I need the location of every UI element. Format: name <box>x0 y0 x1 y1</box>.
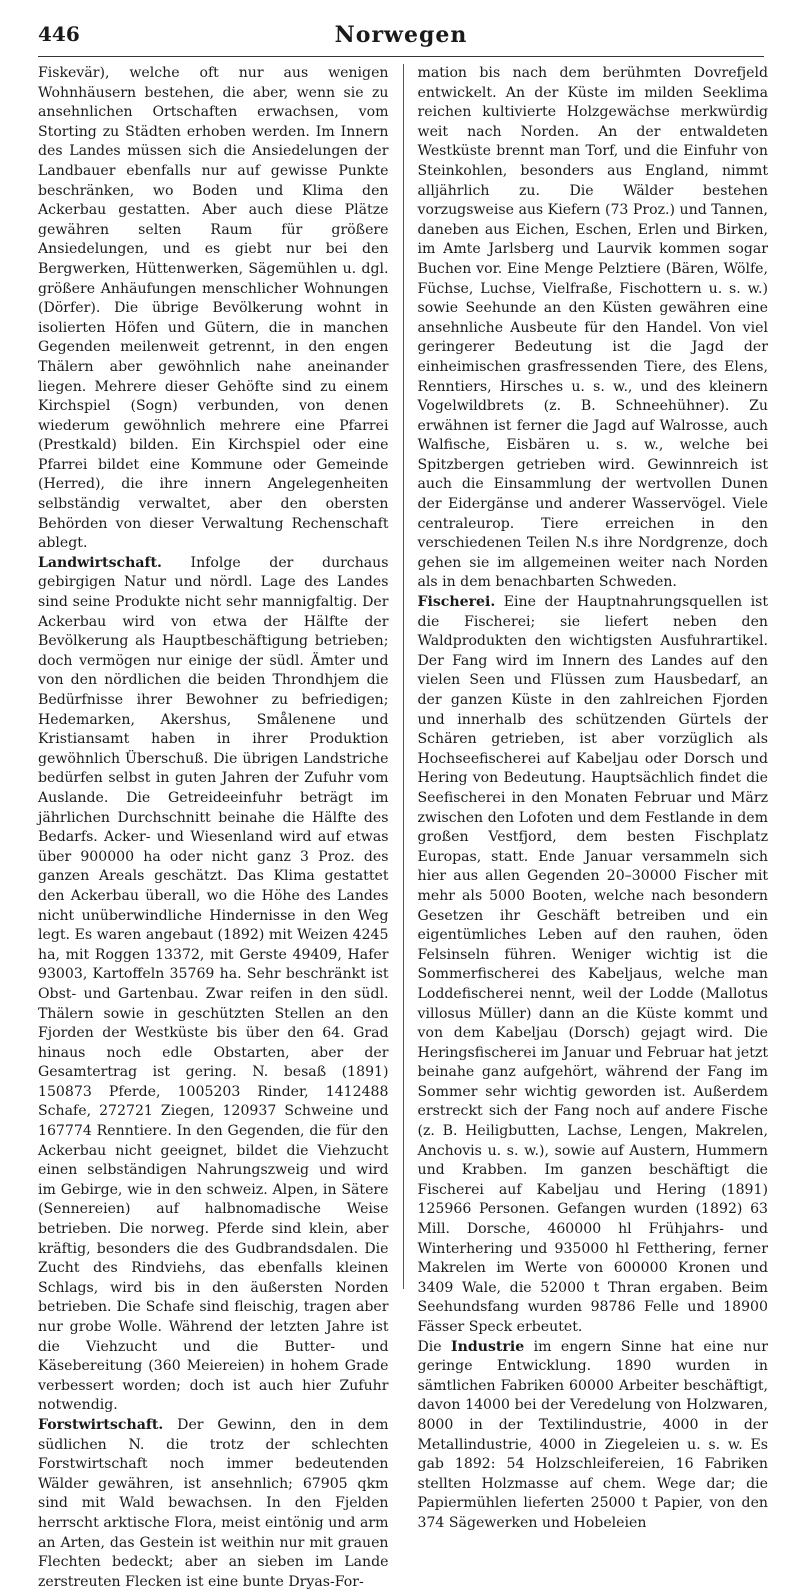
industry-text: im engern Sinne hat eine nur geringe Entwicklung. 1890 wurden in sämtlichen Fabriken 60000 Arbeiter beschäftigt, davon 14000 bei der Veredelung von Holzwaren, 8000 in der Textilindustrie, 4000 in der Metallindustrie, 4000 in Ziegeleien u. s. w. Es gab 1892: 54 Holzschleifereien, 16 Fabriken stellten Holzmasse auf chem. Wege dar; die Papiermühlen lieferten 25000 t Papier, von den 374 Sägewerken und Hobeleien <box>417 1338 768 1531</box>
section-heading-fishing: Fischerei. <box>417 594 496 611</box>
paragraph-fishing <box>418 593 769 1338</box>
paragraph-settlements: Fiskevär), welche oft nur aus wenigen Wohnhäusern bestehen, die aber, wenn sie zu ansehnlichen Ortschaften erwachsen, vom Storting zu Städten erhoben werden. Im Innern des Landes müssen sich die Ansiedelungen der Landbauer ebenfalls nur auf gewisse Punkte beschränken, wo Boden und Klima den Ackerbau gestatten. Aber auch diese Plätze gewähren selten Raum für größere Ansiedelungen, und es giebt nur bei den Bergwerken, Hüttenwerken, Sägemühlen u. dgl. größere Anhäufungen menschlicher Wohnungen (Dörfer). Die übrige Bevölkerung wohnt in isolierten Höfen und Gütern, die in manchen Gegenden meilenweit getrennt, in den engen Thälern aber gewöhnlich nahe aneinander liegen. Mehrere dieser Gehöfte sind zu einem Kirchspiel (Sogn) verbunden, von denen wiederum gewöhnlich mehrere eine Pfarrei (Prestkald) bilden. Ein Kirchspiel oder eine Pfarrei bildet eine Kommune oder Gemeinde (Herred), die ihre innern Angelegenheiten selbständig verwaltet, aber den obersten Behörden von dieser Verwaltung Rechenschaft ablegt. <box>38 65 389 552</box>
paragraph-agriculture <box>38 554 389 1416</box>
two-column-body <box>38 64 768 1590</box>
right-column <box>417 64 769 1531</box>
paragraph-flora-fauna: mation bis nach dem berühmten Dovrefjeld entwickelt. An der Küste im milden Seeklima reichen kultivierte Holzgewächse merkwürdig weit nach Norden. An der entwaldeten Westküste brennt man Torf, und die Einfuhr von Steinkohlen, besonders aus England, nimmt alljährlich zu. Die Wälder bestehen vorzugsweise aus Kiefern (73 Proz.) und Tannen, daneben aus Eichen, Eschen, Erlen und Birken, im Amte Jarlsberg und Laurvik kommen sogar Buchen vor. Eine Menge Pelztiere (Bären, Wölfe, Füchse, Luchse, Vielfraße, Fischottern u. s. w.) sowie Seehunde an den Küsten gewähren eine ansehnliche Ausbeute für den Handel. Von viel geringerer Bedeutung ist die Jagd der einheimischen grasfressenden Tiere, des Elens, Renntiers, Hirsches u. s. w., und des kleinern Vogelwildbrets (z. B. Schneehühner). Zu erwähnen ist ferner die Jagd auf Walrosse, auch Walfische, Eisbären u. s. w., welche bei Spitzbergen getrieben wird. Gewinnreich ist auch die Einsammlung der wertvollen Dunen der Eidergänse und anderer Wasservögel. Viele centraleurop. Tiere erreichen in den verschiedenen Teilen N.s ihre Nordgrenze, doch gehen sie im allgemeinen weiter nach Norden als in dem benachbarten Schweden. <box>417 65 768 591</box>
page-header <box>38 22 764 52</box>
fishing-text: Eine der Hauptnahrungsquellen ist die Fischerei; sie liefert neben den Waldprodukten den wichtigsten Ausfuhrartikel. Der Fang wird im Innern des Landes auf den vielen Seen und Flüssen zum Hausbedarf, an der ganzen Küste in den zahlreichen Fjorden und innerhalb des schützenden Gürtels der Schären getrieben, ist aber vorzüglich als Hochseefischerei auf Kabeljau oder Dorsch und Hering von Bedeutung. Hauptsächlich findet die Seefischerei in den Monaten Februar und März zwischen den Lofoten und dem Festlande in dem großen Vestfjord, dem besten Fischplatz Europas, statt. Ende Januar versammeln sich hier aus allen Gegenden 20–30000 Fischer mit mehr als 5000 Booten, welche nach besondern Gesetzen ihr Geschäft betreiben und ein eigentümliches Leben auf den rauhen, öden Felsinseln führen. Weniger wichtig ist die Sommerfischerei des Kabeljaus, welche man Loddefischerei nennt, weil der Lodde (Mallotus villosus Müller) dann an die Küste kommt und von dem Kabeljau (Dorsch) gejagt wird. Die Heringsfischerei im Januar und Februar hat jetzt beinahe ganz aufgehört, während der Fang im Sommer sehr wichtig geworden ist. Außerdem erstreckt sich der Fang noch auf andere Fische (z. B. Heiligbutten, Lachse, Lengen, Makrelen, Anchovis u. s. w.), sowie auf Austern, Hummern und Krabben. Im ganzen beschäftigt die Fischerei auf Kabeljau und Hering (1891) 125966 Personen. Gefangen wurden (1892) 63 Mill. Dorsche, 460000 hl Frühjahrs- und Winterhering und 935000 hl Fetthering, ferner Makrelen im Werte von 600000 Kronen und 3409 Wale, die 52000 t Thran ergaben. Beim Seehundsfang wurden 98786 Felle und 18900 Fässer Speck erbeutet. <box>417 594 768 1335</box>
forestry-text: Der Gewinn, den in dem südlichen N. die trotz der schlechten Forstwirtschaft noch immer bedeutenden Wälder gewähren, ist ansehnlich; 67905 qkm sind mit Wald bewachsen. In den Fjelden herrscht arktische Flora, meist eintönig und arm an Arten, das Gestein ist weithin nur mit grauen Flechten bedeckt; aber an sieben im Lande zerstreuten Flecken ist eine bunte Dryas-For- <box>38 1416 389 1590</box>
header-rule <box>38 56 764 57</box>
page-number: 446 <box>38 22 80 46</box>
column-divider <box>403 64 404 1289</box>
section-heading-forestry: Forstwirtschaft. <box>38 1416 164 1433</box>
section-heading-agriculture: Landwirtschaft. <box>38 554 162 571</box>
paragraph-forestry <box>38 1416 389 1592</box>
agriculture-text: Infolge der durchaus gebirgigen Natur und nördl. Lage des Landes sind seine Produkte nicht sehr mannigfaltig. Der Ackerbau wird von etwa der Hälfte der Bevölkerung als Hauptbeschäftigung betrieben; doch vermögen nur einige der südl. Ämter und von den nördlichen die beiden Throndhjem die Bedürfnisse ihrer Bewohner zu befriedigen; Hedemarken, Akershus, Smålenene und Kristiansamt haben in ihrer Produktion gewöhnlich Überschuß. Die übrigen Landstriche bedürfen selbst in guten Jahren der Zufuhr vom Auslande. Die Getreideeinfuhr beträgt im jährlichen Durchschnitt beinahe die Hälfte des Bedarfs. Acker- und Wiesenland wird auf etwas über 900000 ha oder nicht ganz 3 Proz. des ganzen Areals geschätzt. Das Klima gestattet den Ackerbau überall, wo die Höhe des Landes nicht unüberwindliche Hindernisse in den Weg legt. Es waren angebaut (1892) mit Weizen 4245 ha, mit Roggen 13372, mit Gerste 49409, Hafer 93003, Kartoffeln 35769 ha. Sehr beschränkt ist Obst- und Gartenbau. Zwar reifen in den südl. Thälern sowie in geschützten Stellen an den Fjorden der Westküste bis über den 64. Grad hinaus noch edle Obstarten, aber der Gesamtertrag ist gering. N. besaß (1891) 150873 Pferde, 1005203 Rinder, 1412488 Schafe, 272721 Ziegen, 120937 Schweine und 167774 Renntiere. In den Gegenden, die für den Ackerbau nicht geeignet, bildet die Viehzucht einen selbständigen Nahrungszweig und wird im Gebirge, wie in den schweiz. Alpen, in Sätere (Sennereien) auf halbnomadische Weise betrieben. Die norweg. Pferde sind klein, aber kräftig, besonders die des Gudbrandsdalen. Die Zucht des Rindviehs, das ebenfalls kleinen Schlags, wird bis in den äußersten Norden betrieben. Die Schafe sind fleischig, tragen aber nur grobe Wolle. Während der letzten Jahre ist die Viehzucht und die Butter- und Käsebereitung (360 Meiereien) in hohem Grade verbessert worden; doch ist auch hier Zufuhr notwendig. <box>38 554 389 1414</box>
section-heading-industry: Industrie <box>451 1338 525 1355</box>
industry-lead: Die <box>417 1338 452 1355</box>
paragraph-industry <box>418 1338 769 1534</box>
left-column <box>38 64 389 1590</box>
running-title: Norwegen <box>334 22 468 48</box>
